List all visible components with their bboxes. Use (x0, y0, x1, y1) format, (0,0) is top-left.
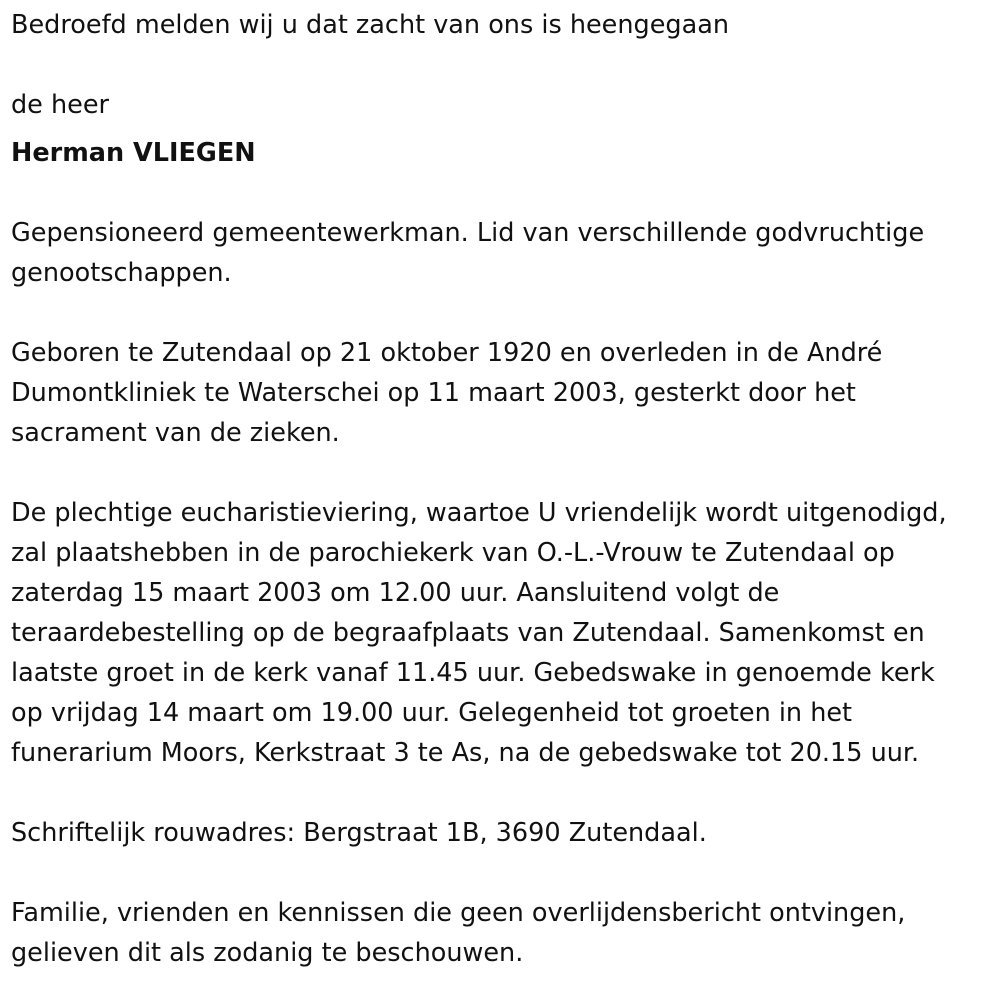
paragraph-line: Gepensioneerd gemeentewerkman. Lid van verschillende godvruchtige (11, 218, 925, 248)
paragraph-line: laatste groet in de kerk vanaf 11.45 uur. Gebedswake in genoemde kerk (11, 658, 935, 688)
paragraph-line: Familie, vrienden en kennissen die geen overlijdensbericht ontvingen, (11, 898, 906, 928)
paragraph-line: gelieven dit als zodanig te beschouwen. (11, 938, 524, 968)
paragraph-line: teraardebestelling op de begraafplaats van Zutendaal. Samenkomst en (11, 618, 925, 648)
deceased-name: Herman VLIEGEN (11, 138, 256, 168)
paragraph-line: zal plaatshebben in de parochiekerk van O.-L.-Vrouw te Zutendaal op (11, 538, 895, 568)
mourning-address: Schriftelijk rouwadres: Bergstraat 1B, 3690 Zutendaal. (11, 818, 707, 848)
funeral-paragraph (11, 493, 991, 773)
paragraph-line: zaterdag 15 maart 2003 om 12.00 uur. Aansluitend volgt de (11, 578, 780, 608)
intro-text: Bedroefd melden wij u dat zacht van ons is heengegaan (11, 10, 730, 40)
paragraph-line: funerarium Moors, Kerkstraat 3 te As, na de gebedswake tot 20.15 uur. (11, 738, 920, 768)
paragraph-line: sacrament van de zieken. (11, 418, 340, 448)
paragraph-line: op vrijdag 14 maart om 19.00 uur. Gelegenheid tot groeten in het (11, 698, 853, 728)
birth-death-paragraph (11, 333, 991, 453)
occupation-paragraph (11, 213, 991, 293)
closing-paragraph (11, 893, 991, 973)
death-announcement (11, 0, 991, 973)
address-paragraph (11, 813, 991, 853)
paragraph-line: De plechtige eucharistieviering, waartoe U vriendelijk wordt uitgenodigd, (11, 498, 947, 528)
paragraph-line: Dumontkliniek te Waterschei op 11 maart 2003, gesterkt door het (11, 378, 856, 408)
paragraph-line: genootschappen. (11, 258, 232, 288)
honorific-title: de heer (11, 90, 110, 120)
paragraph-line: Geboren te Zutendaal op 21 oktober 1920 en overleden in de André (11, 338, 883, 368)
